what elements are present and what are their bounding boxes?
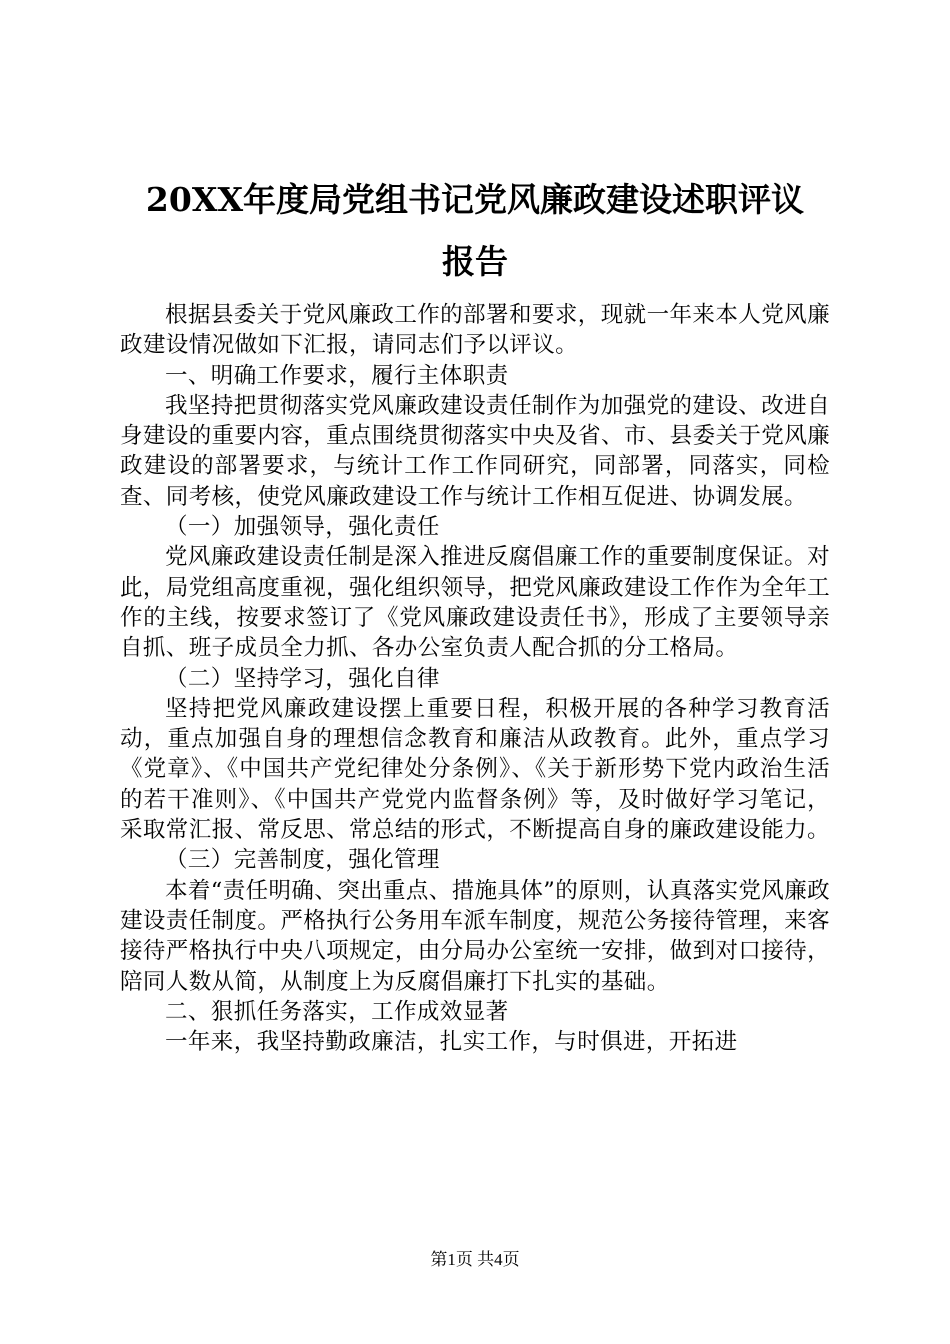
document-body bbox=[120, 300, 830, 1057]
paragraph: 一年来，我坚持勤政廉洁，扎实工作，与时俱进，开拓进 bbox=[165, 1029, 738, 1056]
section-heading: 一、明确工作要求，履行主体职责 bbox=[165, 362, 509, 389]
paragraph: 本着“责任明确、突出重点、措施具体”的原则，认真落实党风廉政建设责任制度。严格执行公务用车派车制度，规范公务接待管理，来客接待严格执行中央八项规定，由分局办公室统一安排，做到对口接待，陪同人数从简，从制度上为反腐倡廉打下扎实的基础。 bbox=[120, 877, 831, 995]
section-heading: 二、狠抓任务落实，工作成效显著 bbox=[165, 998, 509, 1025]
subsection-heading: （二）坚持学习，强化自律 bbox=[165, 665, 440, 692]
paragraph: 根据县委关于党风廉政工作的部署和要求，现就一年来本人党风廉政建设情况做如下汇报，请同志们予以评议。 bbox=[120, 302, 830, 359]
document-title bbox=[120, 180, 830, 303]
subsection-heading: （一）加强领导，强化责任 bbox=[165, 514, 440, 541]
subsection-heading: （三）完善制度，强化管理 bbox=[165, 847, 440, 874]
title-line-1: 20XX年度局党组书记党风廉政建设述职评议 bbox=[145, 180, 805, 219]
page-footer: 第1页 共4页 bbox=[430, 1250, 520, 1269]
title-line-2: 报告 bbox=[442, 241, 508, 281]
paragraph: 坚持把党风廉政建设摆上重要日程，积极开展的各种学习教育活动，重点加强自身的理想信念教育和廉洁从政教育。此外，重点学习《党章》、《中国共产党纪律处分条例》、《关于新形势下党内政治生活的若干准则》、《中国共产党党内监督条例》等，及时做好学习笔记，采取常汇报、常反思、常总结的形式，不断提高自身的廉政建设能力。 bbox=[120, 695, 830, 844]
paragraph: 党风廉政建设责任制是深入推进反腐倡廉工作的重要制度保证。对此，局党组高度重视，强化组织领导，把党风廉政建设工作作为全年工作的主线，按要求签订了《党风廉政建设责任书》，形成了主要领导亲自抓、班子成员全力抓、各办公室负责人配合抓的分工格局。 bbox=[120, 544, 830, 662]
paragraph: 我坚持把贯彻落实党风廉政建设责任制作为加强党的建设、改进自身建设的重要内容，重点围绕贯彻落实中央及省、市、县委关于党风廉政建设的部署要求，与统计工作工作同研究，同部署，同落实，同检查、同考核，使党风廉政建设工作与统计工作相互促进、协调发展。 bbox=[120, 392, 830, 510]
